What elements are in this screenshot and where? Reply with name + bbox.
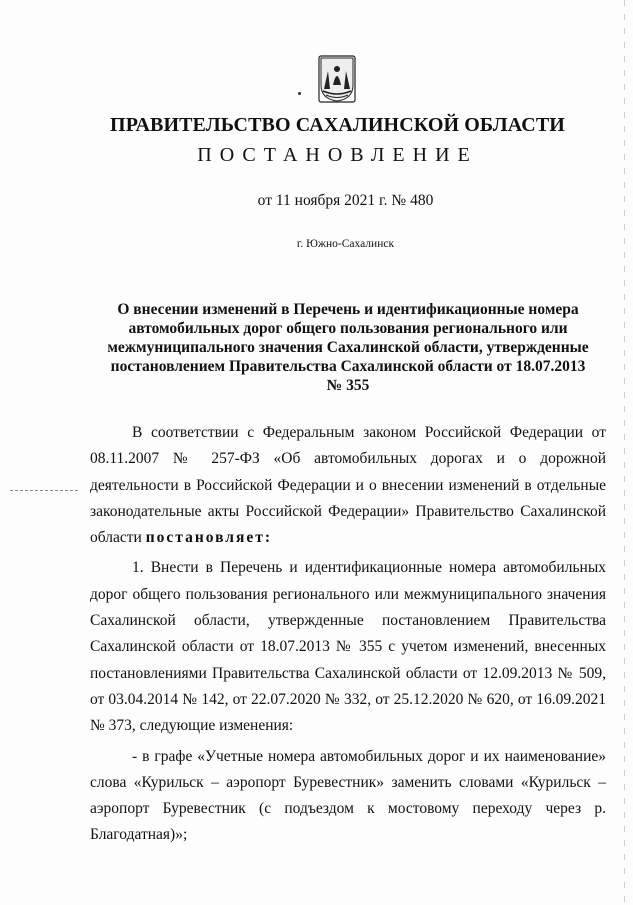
margin-mark xyxy=(10,490,78,492)
decrees-word: постановляет: xyxy=(145,529,273,547)
sakhalin-coat-of-arms-icon xyxy=(318,55,356,103)
document-dateline: от 11 ноября 2021 г. № 480 xyxy=(257,192,434,209)
document-type: ПОСТАНОВЛЕНИЕ xyxy=(197,144,478,166)
document-city: г. Южно-Сахалинск xyxy=(296,238,395,250)
document-body xyxy=(90,420,606,849)
scan-dot xyxy=(298,92,301,95)
title-line: межмуниципального значения Сахалинской области, утвержденные xyxy=(107,339,589,356)
preamble-paragraph xyxy=(90,420,606,551)
document-title xyxy=(90,300,606,395)
scan-edge xyxy=(624,0,625,905)
government-name: ПРАВИТЕЛЬСТВО САХАЛИНСКОЙ ОБЛАСТИ xyxy=(110,114,565,136)
title-line: постановлением Правительства Сахалинской области от 18.07.2013 xyxy=(110,358,586,375)
title-line: О внесении изменений в Перечень и идентификационные номера xyxy=(117,301,579,318)
item-1-paragraph: 1. Внести в Перечень и идентификационные номера автомобильных дорог общего пользования регионального или межмуниципального значения Сахалинской области, утвержденные постановлением Правительства Сахалинской области от 18.07.2013 № 355 с учетом изменений, внесенных постановлениями Правительства Сахалинской области от 12.09.2013 № 509, от 03.04.2014 № 142, от 22.07.2020 № 332, от 25.12.2020 № 620, от 16.09.2021 № 373, следующие изменения: xyxy=(90,559,606,735)
title-line: № 355 xyxy=(326,377,370,394)
title-line: автомобильных дорог общего пользования регионального или xyxy=(128,320,568,337)
item-1-sub-paragraph: - в графе «Учетные номера автомобильных дорог и их наименование» слова «Курильск – аэропорт Буревестник» заменить словами «Курильск – аэропорт Буревестник (с подъездом к мостовому переходу через р. Благодатная)»; xyxy=(90,747,606,844)
preamble-text: В соответствии с Федеральным законом Российской Федерации от 08.11.2007 № 257-ФЗ «Об автомобильных дорогах и о дорожной деятельности в Российской Федерации и о внесении изменений в отдельные законодательные акты Российской Федерации» Правительство Сахалинской области xyxy=(90,424,606,547)
